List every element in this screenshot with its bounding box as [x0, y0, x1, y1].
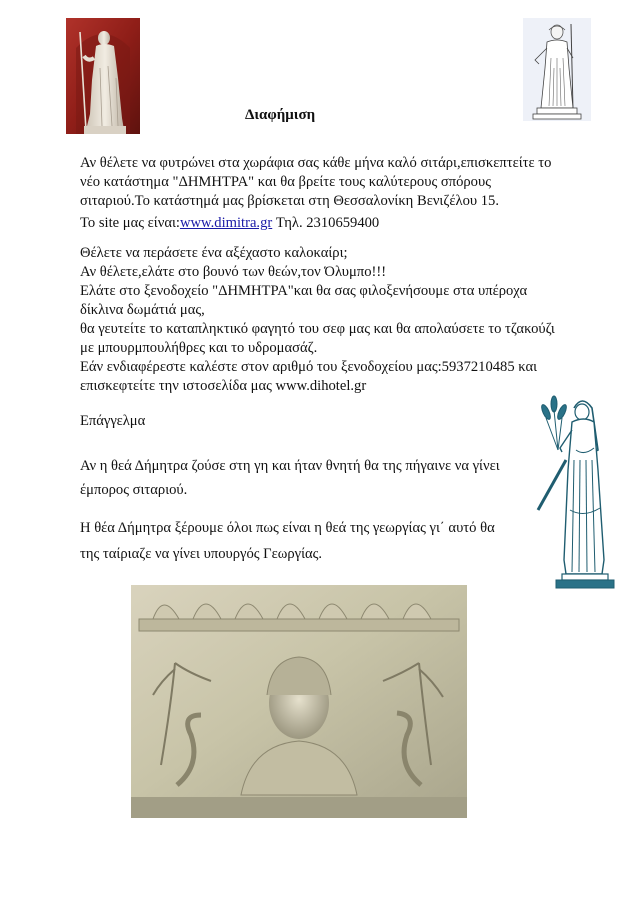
hotel-line-5: θα γευτείτε το καταπληκτικό φαγητό του σεφ μας και θα απολαύσετε το τζακούζι	[80, 321, 555, 337]
stone-relief-image	[131, 585, 467, 818]
demeter-wheat-drawing-image	[532, 390, 620, 594]
profession-heading: Επάγγελμα	[80, 413, 146, 429]
ministry-line-2: της ταίριαζε να γίνει υπουργός Γεωργίας.	[80, 546, 323, 562]
hotel-line-2: Αν θέλετε,ελάτε στο βουνό των θεών,τον Όλυμπο!!!	[80, 264, 387, 280]
ad-line-3: σιταριού.Το κατάστημά μας βρίσκεται στη Θεσσαλονίκη Βενιζέλου 15.	[80, 193, 500, 209]
hotel-line-3: Ελάτε στο ξενοδοχείο "ΔΗΜΗΤΡΑ"και θα σας φιλοξενήσουμε στα υπέροχα	[80, 283, 528, 299]
profession-line-1: Αν η θεά Δήμητρα ζούσε στη γη και ήταν θνητή θα της πήγαινε να γίνει	[80, 458, 500, 474]
page-title: Διαφήμιση	[245, 107, 316, 123]
site-line	[80, 214, 379, 233]
site-prefix: Το site μας είναι:	[80, 215, 180, 231]
profession-line-2: έμπορος σιταριού.	[80, 482, 188, 498]
hotel-line-4: δίκλινα δωμάτιά μας,	[80, 302, 205, 318]
site-phone: Τηλ. 2310659400	[272, 215, 380, 231]
ad-line-2: νέο κατάστημα "ΔΗΜΗΤΡΑ" και θα βρείτε τους καλύτερους σπόρους	[80, 174, 491, 190]
statue-photo-image	[66, 18, 140, 134]
hotel-line-6: με μπουρμπουλήθρες και το υδρομασάζ.	[80, 340, 318, 356]
statue-drawing-image	[523, 18, 591, 121]
hotel-line-1: Θέλετε να περάσετε ένα αξέχαστο καλοκαίρι;	[80, 245, 348, 261]
hotel-line-7: Εάν ενδιαφέρεστε καλέστε στον αριθμό του ξενοδοχείου μας:5937210485 και	[80, 359, 538, 375]
ministry-line-1: Η θέα Δήμητρα ξέρουμε όλοι πως είναι η θεά της γεωργίας γι΄ αυτό θα	[80, 520, 495, 536]
ad-line-1: Αν θέλετε να φυτρώνει στα χωράφια σας κάθε μήνα καλό σιτάρι,επισκεπτείτε το	[80, 155, 552, 171]
site-link[interactable]: www.dimitra.gr	[179, 215, 273, 231]
hotel-line-8: επισκεφτείτε την ιστοσελίδα μας www.dihotel.gr	[80, 378, 367, 394]
